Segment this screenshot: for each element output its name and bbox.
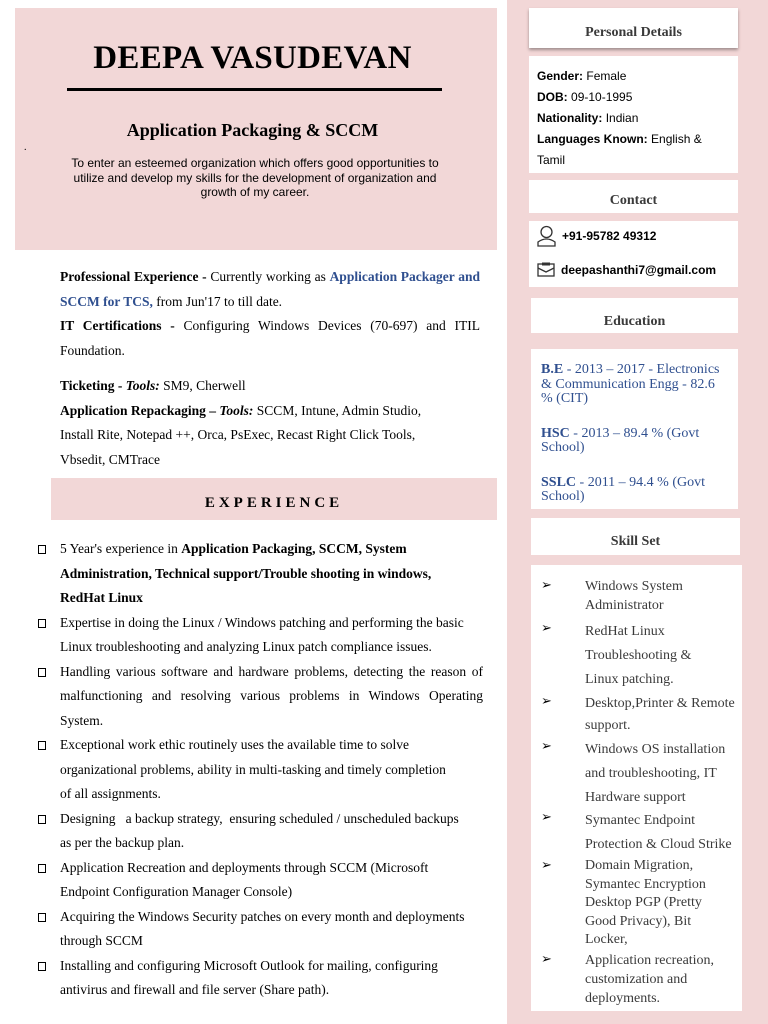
list-item: Designing a backup strategy, ensuring scheduled / unscheduled backups as per the backup plan. (38, 807, 483, 856)
repack-line3: Vbsedit, CMTrace (60, 451, 160, 467)
arrow-bullet-icon: ➢ (541, 693, 552, 708)
candidate-name: DEEPA VASUDEVAN (93, 40, 412, 76)
career-objective: To enter an esteemed organization which offers good opportunities to utilize and develop my skills for the development of organization and growth of my career. (71, 156, 439, 199)
education-be: B.E - 2013 – 2017 - Electronics & Communication Engg - 82.6 % (CIT) (541, 362, 720, 406)
ticket-text: SM9, Cherwell (163, 378, 246, 393)
pro-highlight: Application Packager and SCCM for TCS, (60, 269, 481, 309)
arrow-bullet-icon: ➢ (541, 577, 552, 592)
job-title: Application Packaging & SCCM (126, 120, 379, 140)
list-item: 5 Year's experience in Application Packaging, SCCM, System Administration, Technical support/Trouble shooting in windows, RedHat Linux (38, 537, 483, 611)
checkbox-bullet-icon (38, 668, 46, 677)
contact-heading: Contact (529, 180, 738, 213)
checkbox-bullet-icon (38, 913, 46, 922)
email-address: deepashanthi7@gmail.com (561, 263, 717, 277)
list-item: Acquiring the Windows Security patches on every month and deployments through SCCM (38, 905, 483, 954)
experience-heading: EXPERIENCE (51, 478, 497, 520)
gender-value: Female (586, 69, 627, 83)
phone-number: +91-95782 49312 (562, 229, 657, 243)
checkbox-bullet-icon (38, 619, 46, 628)
arrow-bullet-icon: ➢ (541, 857, 552, 872)
stray-dot: . (24, 142, 27, 153)
contact-card (529, 221, 738, 287)
list-item: Handling various software and hardware problems, detecting the reason of malfunctioning and resolving various problems in Windows Operating System. (38, 660, 483, 734)
education-card (531, 349, 738, 509)
person-icon (537, 225, 556, 247)
checkbox-bullet-icon (38, 864, 46, 873)
ticket-label: Ticketing - (60, 378, 123, 393)
checkbox-bullet-icon (38, 741, 46, 750)
education-heading: Education (531, 298, 738, 333)
skill-set-card: ➢ Windows System Administrator ➢ RedHat Linux Troubleshooting & Linux patching. ➢ Desktop,Printer & Remote support. ➢ Windows OS installation and troubleshooting, IT Hardware support ➢ Symantec Endpoint Protection & Cloud Strike ➢ Domain Migration, Symantec Encryption Desktop PGP (Pretty Good Privacy), Bit Locker, ➢ Application recreation, customization and deployments. (531, 565, 742, 1011)
pro-text2: from Jun'17 to till date. (156, 293, 283, 309)
checkbox-bullet-icon (38, 962, 46, 971)
arrow-bullet-icon: ➢ (541, 620, 552, 635)
ticketing (60, 374, 480, 399)
checkbox-bullet-icon (38, 545, 46, 554)
education-hsc: HSC - 2013 – 89.4 % (Govt School) (541, 425, 700, 455)
list-item: Application Recreation and deployments through SCCM (Microsoft Endpoint Configuration Manager Console) (38, 856, 483, 905)
phone-row (537, 225, 656, 247)
pro-label: Professional Experience - (60, 269, 207, 284)
professional-experience (60, 265, 480, 314)
education-sslc: SSLC - 2011 – 94.4 % (Govt School) (541, 474, 705, 504)
arrow-bullet-icon: ➢ (541, 809, 552, 824)
list-item: Expertise in doing the Linux / Windows patching and performing the basic Linux troubleshooting and analyzing Linux patch compliance issues. (38, 611, 483, 660)
ticket-tools: Tools: (125, 378, 160, 393)
email-row (537, 262, 716, 278)
repackaging (60, 399, 480, 424)
repack-line2: Install Rite, Notepad ++, Orca, PsExec, Recast Right Click Tools, (60, 427, 416, 442)
nationality-value: Indian (605, 111, 639, 125)
skill-set-heading: Skill Set (531, 518, 740, 555)
repack-tools: Tools: (219, 402, 254, 418)
cert-label: IT Certifications - (60, 318, 175, 333)
repack-label: Application Repackaging – (60, 402, 217, 418)
dob-value: 09-10-1995 (571, 90, 633, 104)
name-underline (67, 88, 442, 91)
it-certifications (60, 314, 480, 363)
experience-list (38, 537, 483, 1003)
list-item: Exceptional work ethic routinely uses the available time to solve organizational problems, ability in multi-tasking and timely completion of all assignments. (38, 733, 483, 807)
personal-details-heading: Personal Details (529, 8, 738, 48)
pro-text1: Currently working as (210, 269, 326, 284)
summary-section (60, 265, 480, 472)
languages-value: English & (651, 132, 702, 146)
repack-text1: SCCM, Intune, Admin Studio, (256, 402, 422, 418)
checkbox-bullet-icon (38, 815, 46, 824)
arrow-bullet-icon: ➢ (541, 738, 552, 753)
mail-icon (537, 262, 555, 278)
list-item: Installing and configuring Microsoft Outlook for mailing, configuring antivirus and firewall and file server (Share path). (38, 954, 483, 1003)
cert-text: Configuring Windows Devices (70-697) and ITIL Foundation. (60, 318, 480, 358)
personal-details-card: Gender: Female DOB: 09-10-1995 Nationality: Indian Languages Known: English & Tamil (529, 56, 738, 173)
languages-value-cont: Tamil (537, 153, 566, 167)
arrow-bullet-icon: ➢ (541, 951, 552, 966)
